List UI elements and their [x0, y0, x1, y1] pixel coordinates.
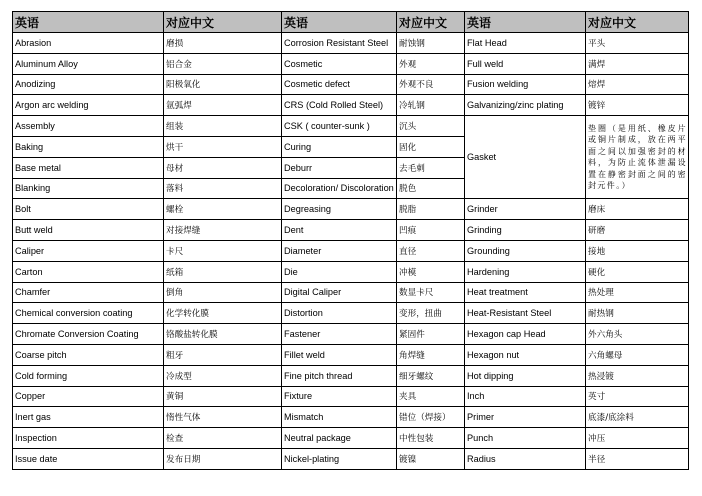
english-term: Radius	[465, 448, 586, 469]
chinese-term: 六角螺母	[586, 344, 689, 365]
english-term: CRS (Cold Rolled Steel)	[282, 95, 397, 116]
english-term: Neutral package	[282, 428, 397, 449]
table-row	[13, 240, 689, 261]
chinese-term: 镀镍	[397, 448, 465, 469]
header-english-3: 英语	[465, 12, 586, 33]
chinese-term: 耐热钢	[586, 303, 689, 324]
english-term: Inert gas	[13, 407, 164, 428]
chinese-term: 去毛刺	[397, 157, 465, 178]
chinese-term: 铬酸盐转化膜	[164, 324, 282, 345]
english-term: Decoloration/ Discoloration	[282, 178, 397, 199]
english-term: Fixture	[282, 386, 397, 407]
english-term: Fastener	[282, 324, 397, 345]
chinese-term: 冷轧钢	[397, 95, 465, 116]
chinese-term: 卡尺	[164, 240, 282, 261]
english-term: Degreasing	[282, 199, 397, 220]
table-row	[13, 220, 689, 241]
chinese-term: 直径	[397, 240, 465, 261]
table-row	[13, 116, 689, 137]
glossary-table	[12, 11, 689, 470]
table-row	[13, 428, 689, 449]
table-header	[13, 12, 689, 33]
chinese-term: 变形，扭曲	[397, 303, 465, 324]
table-row	[13, 199, 689, 220]
chinese-term: 夹具	[397, 386, 465, 407]
chinese-term: 英寸	[586, 386, 689, 407]
english-term: Assembly	[13, 116, 164, 137]
chinese-term: 紧固件	[397, 324, 465, 345]
chinese-term: 倒角	[164, 282, 282, 303]
english-term: Diameter	[282, 240, 397, 261]
english-term: Heat-Resistant Steel	[465, 303, 586, 324]
english-term: Die	[282, 261, 397, 282]
chinese-term: 错位（焊接）	[397, 407, 465, 428]
table-row	[13, 448, 689, 469]
english-term: Chamfer	[13, 282, 164, 303]
header-english-1: 英语	[13, 12, 164, 33]
english-term: Baking	[13, 136, 164, 157]
table-row	[13, 386, 689, 407]
english-term: Curing	[282, 136, 397, 157]
table-body	[13, 33, 689, 470]
table-row	[13, 282, 689, 303]
table-row	[13, 407, 689, 428]
chinese-term: 外六角头	[586, 324, 689, 345]
chinese-term: 冷成型	[164, 365, 282, 386]
english-term: Mismatch	[282, 407, 397, 428]
table-row	[13, 33, 689, 54]
chinese-term: 螺栓	[164, 199, 282, 220]
english-term: Grounding	[465, 240, 586, 261]
table-row	[13, 95, 689, 116]
chinese-term: 对接焊缝	[164, 220, 282, 241]
chinese-term: 凹痕	[397, 220, 465, 241]
english-term: Gasket	[465, 116, 586, 199]
chinese-term: 半径	[586, 448, 689, 469]
chinese-term: 组装	[164, 116, 282, 137]
table-row	[13, 53, 689, 74]
chinese-term: 氩弧焊	[164, 95, 282, 116]
english-term: Dent	[282, 220, 397, 241]
english-term: Caliper	[13, 240, 164, 261]
chinese-term: 冲模	[397, 261, 465, 282]
english-term: Hexagon nut	[465, 344, 586, 365]
chinese-term: 外观不良	[397, 74, 465, 95]
english-term: Hardening	[465, 261, 586, 282]
english-term: Abrasion	[13, 33, 164, 54]
english-term: Chemical conversion coating	[13, 303, 164, 324]
english-term: Corrosion Resistant Steel	[282, 33, 397, 54]
english-term: Cosmetic	[282, 53, 397, 74]
english-term: Full weld	[465, 53, 586, 74]
english-term: Hot dipping	[465, 365, 586, 386]
chinese-term: 耐蚀钢	[397, 33, 465, 54]
chinese-term: 平头	[586, 33, 689, 54]
chinese-term: 黄铜	[164, 386, 282, 407]
english-term: Base metal	[13, 157, 164, 178]
chinese-term: 烘干	[164, 136, 282, 157]
english-term: Anodizing	[13, 74, 164, 95]
english-term: Punch	[465, 428, 586, 449]
english-term: Primer	[465, 407, 586, 428]
table-row	[13, 303, 689, 324]
chinese-term: 外观	[397, 53, 465, 74]
chinese-term: 角焊缝	[397, 344, 465, 365]
table-row	[13, 365, 689, 386]
chinese-term: 纸箱	[164, 261, 282, 282]
english-term: Fine pitch thread	[282, 365, 397, 386]
header-chinese-2: 对应中文	[397, 12, 465, 33]
english-term: Hexagon cap Head	[465, 324, 586, 345]
english-term: Fusion welding	[465, 74, 586, 95]
header-row	[13, 12, 689, 33]
english-term: Inch	[465, 386, 586, 407]
english-term: Aluminum Alloy	[13, 53, 164, 74]
english-term: Distortion	[282, 303, 397, 324]
english-term: Grinder	[465, 199, 586, 220]
english-term: Coarse pitch	[13, 344, 164, 365]
english-term: Blanking	[13, 178, 164, 199]
chinese-term: 热处理	[586, 282, 689, 303]
header-chinese-1: 对应中文	[164, 12, 282, 33]
table-row	[13, 324, 689, 345]
chinese-term: 落料	[164, 178, 282, 199]
chinese-definition: 垫圈（是用纸、橡皮片或铜片制成，放在两平面之间以加强密封的材料，为防止流体泄漏设置在静密封面之间的密封元件。）	[586, 116, 689, 199]
chinese-term: 惰性气体	[164, 407, 282, 428]
chinese-term: 母材	[164, 157, 282, 178]
english-term: Carton	[13, 261, 164, 282]
english-term: Fillet weld	[282, 344, 397, 365]
chinese-term: 中性包装	[397, 428, 465, 449]
english-term: Deburr	[282, 157, 397, 178]
chinese-term: 底漆/底涂料	[586, 407, 689, 428]
english-term: Digital Caliper	[282, 282, 397, 303]
chinese-term: 脱色	[397, 178, 465, 199]
table-row	[13, 261, 689, 282]
english-term: Argon arc welding	[13, 95, 164, 116]
chinese-term: 研磨	[586, 220, 689, 241]
header-english-2: 英语	[282, 12, 397, 33]
english-term: Butt weld	[13, 220, 164, 241]
chinese-term: 化学转化膜	[164, 303, 282, 324]
chinese-term: 阳极氧化	[164, 74, 282, 95]
english-term: Issue date	[13, 448, 164, 469]
english-term: Inspection	[13, 428, 164, 449]
chinese-term: 数显卡尺	[397, 282, 465, 303]
english-term: Galvanizing/zinc plating	[465, 95, 586, 116]
chinese-term: 固化	[397, 136, 465, 157]
english-term: Heat treatment	[465, 282, 586, 303]
chinese-term: 磨损	[164, 33, 282, 54]
english-term: Copper	[13, 386, 164, 407]
chinese-term: 镀锌	[586, 95, 689, 116]
chinese-term: 细牙螺纹	[397, 365, 465, 386]
chinese-term: 冲压	[586, 428, 689, 449]
english-term: Nickel-plating	[282, 448, 397, 469]
chinese-term: 满焊	[586, 53, 689, 74]
chinese-term: 接地	[586, 240, 689, 261]
header-chinese-3: 对应中文	[586, 12, 689, 33]
table-row	[13, 74, 689, 95]
chinese-term: 热浸镀	[586, 365, 689, 386]
chinese-term: 硬化	[586, 261, 689, 282]
chinese-term: 脱脂	[397, 199, 465, 220]
english-term: CSK ( counter-sunk )	[282, 116, 397, 137]
english-term: Grinding	[465, 220, 586, 241]
chinese-term: 熔焊	[586, 74, 689, 95]
english-term: Cold forming	[13, 365, 164, 386]
english-term: Chromate Conversion Coating	[13, 324, 164, 345]
english-term: Bolt	[13, 199, 164, 220]
english-term: Flat Head	[465, 33, 586, 54]
english-term: Cosmetic defect	[282, 74, 397, 95]
chinese-term: 铝合金	[164, 53, 282, 74]
chinese-term: 磨床	[586, 199, 689, 220]
chinese-term: 沉头	[397, 116, 465, 137]
chinese-term: 发布日期	[164, 448, 282, 469]
chinese-term: 粗牙	[164, 344, 282, 365]
table-row	[13, 344, 689, 365]
chinese-term: 检查	[164, 428, 282, 449]
